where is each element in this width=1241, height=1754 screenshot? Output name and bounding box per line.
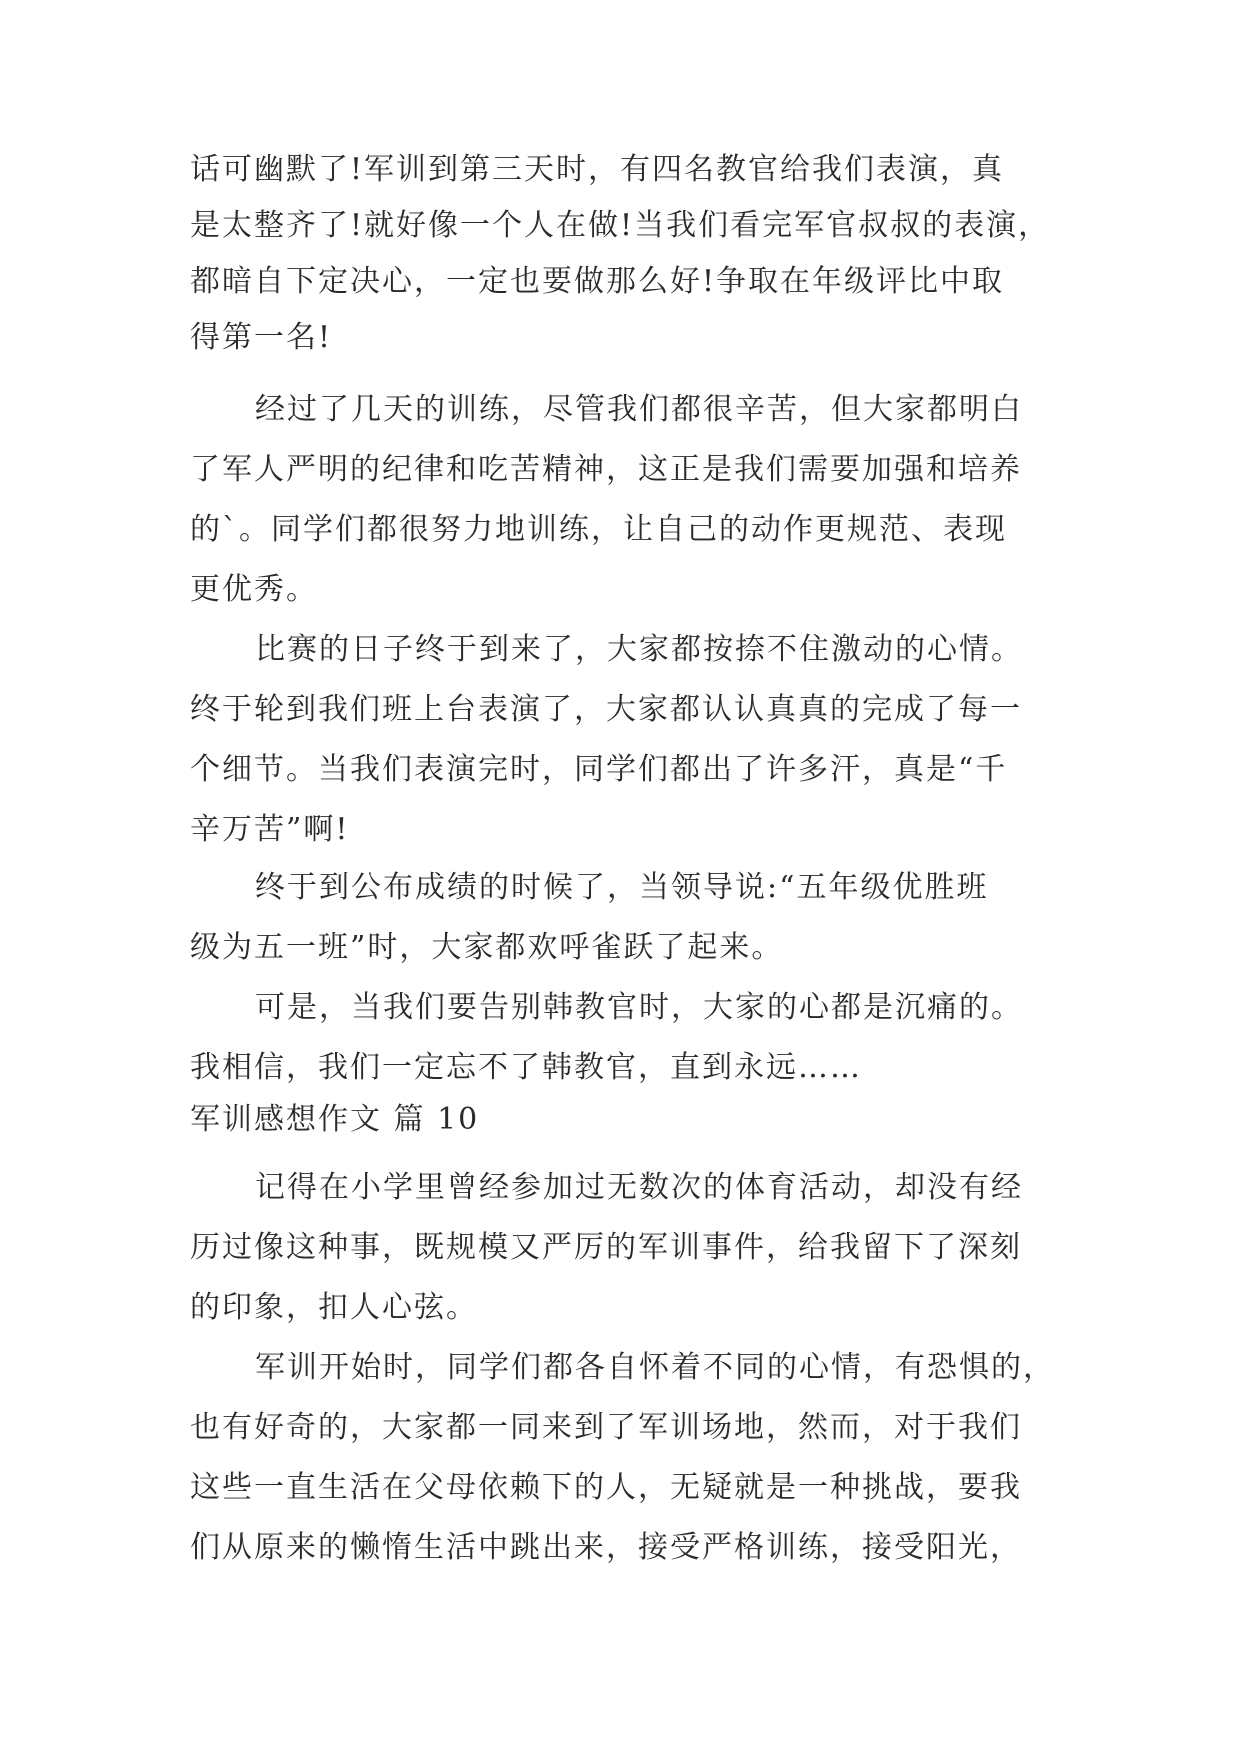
text-line: 是太整齐了!就好像一个人在做!当我们看完军官叔叔的表演， (190, 208, 1051, 243)
text-line: 的`。同学们都很努力地训练，让自己的动作更规范、表现 (190, 512, 1007, 547)
text-line: 终于轮到我们班上台表演了，大家都认认真真的完成了每一 (190, 692, 1022, 727)
text-line: 级为五一班”时，大家都欢呼雀跃了起来。 (190, 930, 784, 965)
text-line: 得第一名! (190, 320, 333, 355)
text-line: 记得在小学里曾经参加过无数次的体育活动，却没有经 (255, 1170, 1023, 1205)
text-line: 也有好奇的，大家都一同来到了军训场地，然而，对于我们 (190, 1410, 1022, 1445)
section-heading: 军训感想作文 篇 10 (190, 1102, 480, 1137)
text-line: 这些一直生活在父母依赖下的人，无疑就是一种挑战，要我 (190, 1470, 1022, 1505)
text-line: 们从原来的懒惰生活中跳出来，接受严格训练，接受阳光， (190, 1530, 1022, 1565)
text-line: 话可幽默了!军训到第三天时，有四名教官给我们表演，真 (190, 152, 1005, 187)
text-line: 都暗自下定决心，一定也要做那么好!争取在年级评比中取 (190, 264, 1005, 299)
text-line: 历过像这种事，既规模又严厉的军训事件，给我留下了深刻 (190, 1230, 1022, 1265)
text-line: 军训开始时，同学们都各自怀着不同的心情，有恐惧的， (255, 1350, 1055, 1385)
text-line: 了军人严明的纪律和吃苦精神，这正是我们需要加强和培养 (190, 452, 1022, 487)
text-line: 的印象，扣人心弦。 (190, 1290, 478, 1325)
text-line: 辛万苦”啊! (190, 812, 350, 847)
text-line: 终于到公布成绩的时候了，当领导说:“五年级优胜班 (255, 870, 989, 905)
text-line: 个细节。当我们表演完时，同学们都出了许多汗，真是“千 (190, 752, 1008, 787)
text-line: 更优秀。 (190, 572, 318, 607)
text-line: 比赛的日子终于到来了，大家都按捺不住激动的心情。 (255, 632, 1023, 667)
text-line: 经过了几天的训练，尽管我们都很辛苦，但大家都明白 (255, 392, 1023, 427)
text-line: 可是，当我们要告别韩教官时，大家的心都是沉痛的。 (255, 990, 1023, 1025)
text-line: 我相信，我们一定忘不了韩教官，直到永远…… (190, 1050, 862, 1085)
